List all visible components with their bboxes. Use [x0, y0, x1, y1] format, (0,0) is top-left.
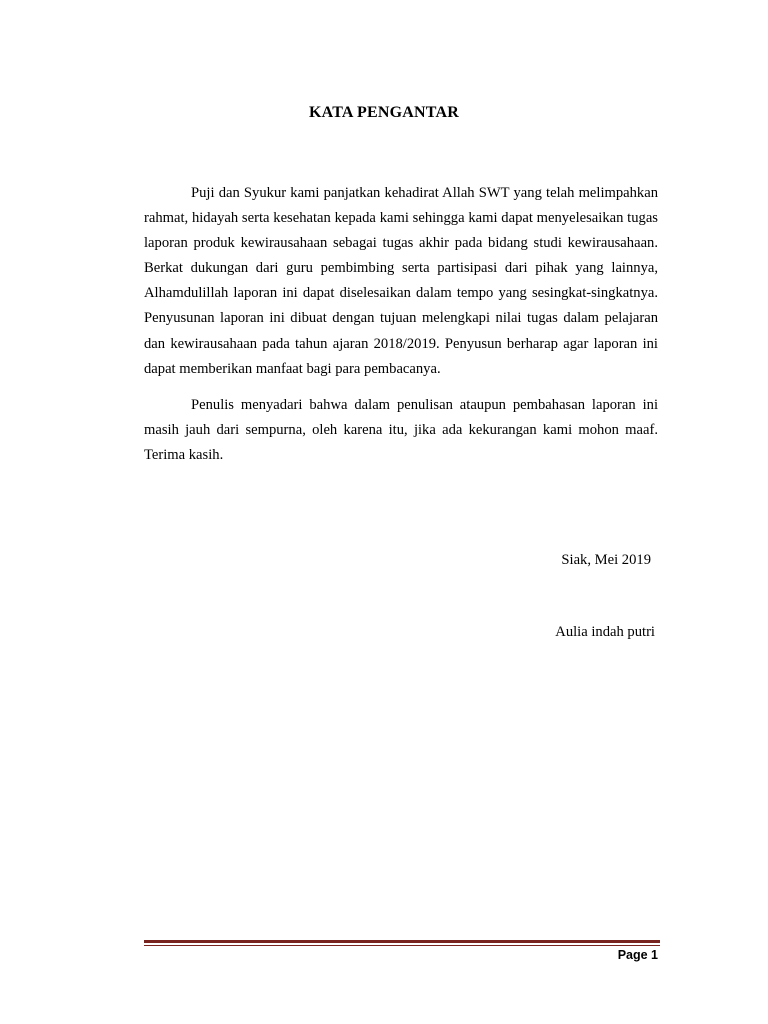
page-number: Page 1 — [617, 948, 658, 962]
footer-rule-thick — [144, 940, 660, 943]
body-text — [144, 181, 658, 468]
footer-rule-thin — [144, 945, 660, 946]
author-name: Aulia indah putri — [555, 624, 655, 640]
paragraph-1: Puji dan Syukur kami panjatkan kehadirat Allah SWT yang telah melimpahkan rahmat, hidayah serta kesehatan kepada kami sehingga kami dapat menyelesaikan tugas laporan produk kewirausahaan sebagai tugas akhir pada bidang studi kewirausahaan. Berkat dukungan dari guru pembimbing serta partisipasi dari pihak yang lainnya, Alhamdulillah laporan ini dapat diselesaikan dalam tempo yang sesingkat-singkatnya. Penyusunan laporan ini dibuat dengan tujuan melengkapi nilai tugas dalam pelajaran dan kewirausahaan pada tahun ajaran 2018/2019. Penyusun berharap agar laporan ini dapat memberikan manfaat bagi para pembacanya. — [144, 185, 658, 377]
page-title: KATA PENGANTAR — [309, 104, 459, 121]
paragraph-2: Penulis menyadari bahwa dalam penulisan ataupun pembahasan laporan ini masih jauh dari sempurna, oleh karena itu, jika ada kekurangan kami mohon maaf. Terima kasih. — [144, 396, 658, 463]
footer-rule — [144, 940, 660, 947]
place-date: Siak, Mei 2019 — [561, 552, 651, 568]
